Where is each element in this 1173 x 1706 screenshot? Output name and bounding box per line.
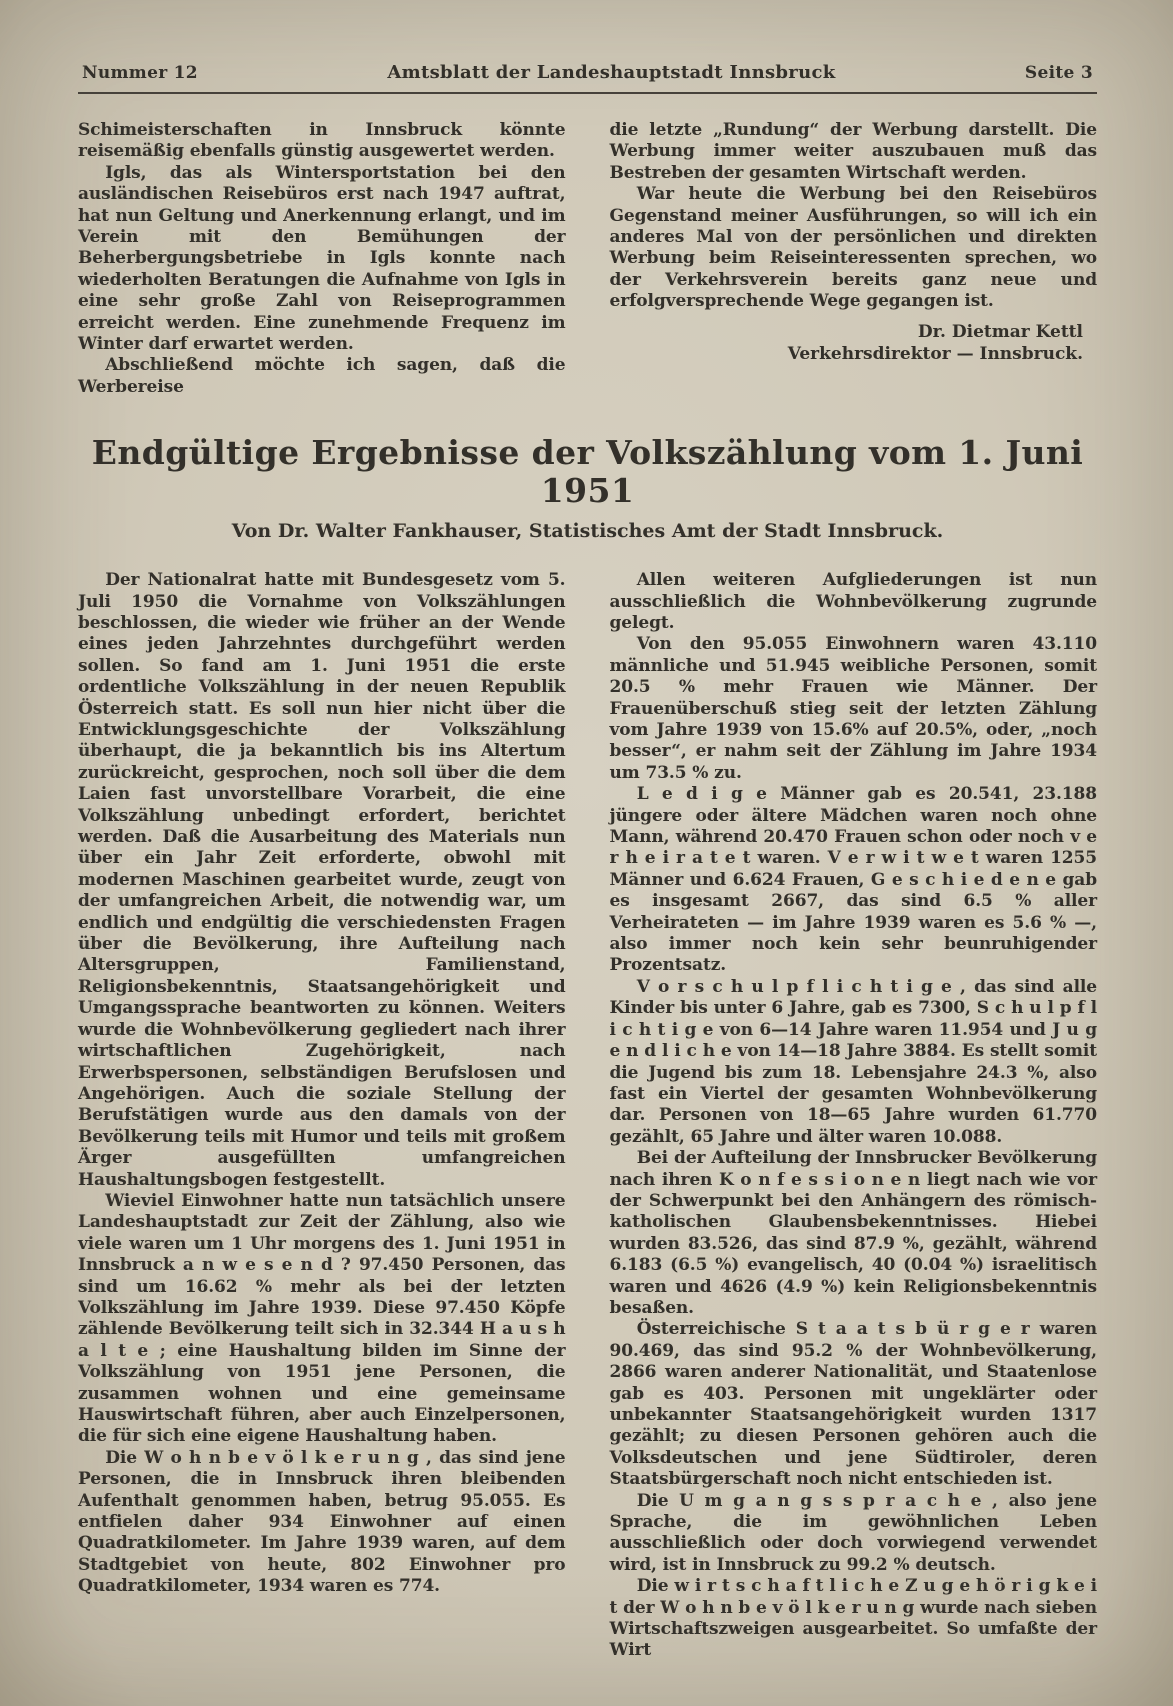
- signature-name: Dr. Dietmar Kettl: [917, 321, 1083, 342]
- top-article-right-column: [610, 120, 1098, 398]
- paragraph: Die w i r t s c h a f t l i c h e Z u g e h ö r i g k e i t der W o h n b e v ö l k e r u n g wurde nach sieben Wirtschaftszweigen ausgearbeitet. So umfaßte der Wirt: [609, 1576, 1097, 1661]
- paragraph: die letzte „Rundung“ der Werbung darstellt. Die Werbung immer weiter auszubauen muß das Bestreben der gesamten Wirtschaft werden.: [609, 120, 1097, 183]
- paragraph: Bei der Aufteilung der Innsbrucker Bevölkerung nach ihren K o n f e s s i o n e n liegt nach wie vor der Schwerpunkt bei den Anhängern des römisch-katholischen Glaubensbekenntnisses. Hiebei wurden 83.526, das sind 87.9 %, gezählt, während 6.183 (6.5 %) evangelisch, 40 (0.04 %) israelitisch waren und 4626 (4.9 %) kein Religionsbekenntnis besaßen.: [609, 1148, 1097, 1318]
- paragraph: Die U m g a n g s s p r a c h e , also jene Sprache, die im gewöhnlichen Leben ausschließlich oder doch vorwiegend verwendet wird, ist in Innsbruck zu 99.2 % deutsch.: [609, 1490, 1097, 1575]
- paragraph: V o r s c h u l p f l i c h t i g e , das sind alle Kinder bis unter 6 Jahre, gab es 7300, S c h u l p f l i c h t i g e von 6—14 Jahre waren 11.954 und J u g e n d l i c h e von 14—18 Jahre 3884. Es stellt somit die Jugend bis zum 18. Lebensjahre 24.3 %, also fast ein Viertel der gesamten Wohnbevölkerung dar. Personen von 18—65 Jahre wurden 61.770 gezählt, 65 Jahre und älter waren 10.088.: [609, 976, 1097, 1147]
- paragraph: Von den 95.055 Einwohnern waren 43.110 männliche und 51.945 weibliche Personen, somit 20.5 % mehr Frauen wie Männer. Der Frauenüberschuß stieg seit der letzten Zählung vom Jahre 1939 von 15.6% auf 20.5%, oder, „noch besser“, er nahm seit der Zählung im Jahre 1934 um 73.5 % zu.: [609, 634, 1097, 783]
- signature-block: [610, 321, 1098, 365]
- paragraph: Abschließend möchte ich sagen, daß die Werbereise: [78, 355, 566, 397]
- paragraph: L e d i g e Männer gab es 20.541, 23.188 jüngere oder ältere Mädchen waren noch ohne Mann, während 20.470 Frauen schon oder noch v e r h e i r a t e t waren. V e r w i t w e t waren 1255 Männer und 6.624 Frauen, G e s c h i e d e n e gab es insgesamt 2667, das sind 6.5 % aller Verheirateten — im Jahre 1939 waren es 5.6 % —, also immer noch kein sehr beunruhigender Prozentsatz.: [609, 784, 1097, 976]
- top-article-right-text: [610, 120, 1098, 313]
- main-article-right-column: [610, 570, 1098, 1662]
- paragraph: Igls, das als Wintersportstation bei den ausländischen Reisebüros erst nach 1947 auftrat, hat nun Geltung und Anerkennung erlangt, und im Verein mit den Bemühungen der Beherbergungsbetriebe in Igls konnte nach wiederholten Beratungen die Aufnahme von Igls in eine sehr große Zahl von Reiseprogrammen erreicht werden. Eine zunehmende Frequenz im Winter darf erwartet werden.: [78, 162, 566, 355]
- publication-title: Amtsblatt der Landeshauptstadt Innsbruck: [387, 62, 836, 83]
- paragraph: Wieviel Einwohner hatte nun tatsächlich unsere Landeshauptstadt zur Zeit der Zählung, also wie viele waren um 1 Uhr morgens des 1. Juni 1951 in Innsbruck a n w e s e n d ? 97.450 Personen, das sind um 16.62 % mehr als bei der letzten Volkszählung im Jahre 1939. Diese 97.450 Köpfe zählende Bevölkerung teilt sich in 32.344 H a u s h a l t e ; eine Haushaltung bilden im Sinne der Volkszählung von 1951 jene Personen, die zusammen wohnen und eine gemeinsame Hauswirtschaft führen, aber auch Einzelpersonen, die für sich eine eigene Haushaltung haben.: [78, 1190, 566, 1447]
- header-divider: [78, 92, 1097, 94]
- main-article: [78, 570, 1097, 1662]
- page-number: Seite 3: [1024, 63, 1093, 83]
- top-article: [78, 120, 1097, 398]
- signature-title: Verkehrsdirektor — Innsbruck.: [787, 343, 1083, 364]
- article-byline: Von Dr. Walter Fankhauser, Statistisches Amt der Stadt Innsbruck.: [231, 520, 944, 543]
- top-article-left-column: [78, 120, 566, 398]
- paragraph: Österreichische S t a a t s b ü r g e r waren 90.469, das sind 95.2 % der Wohnbevölkerung, 2866 waren anderer Nationalität, und Staatenlose gab es 403. Personen mit ungeklärter oder unbekannter Staatsangehörigkeit wurden 1317 gezählt; zu diesen Personen gehören auch die Volksdeutschen und jene Südtiroler, deren Staatsbürgerschaft noch nicht entschieden ist.: [609, 1319, 1097, 1490]
- page-header: [78, 62, 1097, 83]
- paragraph: Der Nationalrat hatte mit Bundesgesetz vom 5. Juli 1950 die Vornahme von Volkszählungen beschlossen, die wieder wie früher an der Wende eines jeden Jahrzehntes durchgeführt werden sollen. So fand am 1. Juni 1951 die erste ordentliche Volkszählung in der neuen Republik Österreich statt. Es soll nun hier nicht über die Entwicklungsgeschichte der Volkszählung überhaupt, die ja bekanntlich bis ins Altertum zurückreicht, gesprochen, noch soll über die dem Laien fast unvorstellbare Vorarbeit, die eine Volkszählung unbedingt erfordert, berichtet werden. Daß die Ausarbeitung des Materials nun über ein Jahr Zeit erforderte, obwohl mit modernen Maschinen gearbeitet wurde, zeugt von der umfangreichen Arbeit, die notwendig war, um endlich und endgültig die verschiedensten Fragen über die Bevölkerung, ihre Aufteilung nach Altersgruppen, Familienstand, Religionsbekenntnis, Staatsangehörigkeit und Umgangssprache beantworten zu können. Weiters wurde die Wohnbevölkerung gegliedert nach ihrer wirtschaftlichen Zugehörigkeit, nach Erwerbspersonen, selbständigen Berufslosen und Angehörigen. Auch die soziale Stellung der Berufstätigen wurde aus den damals von der Bevölkerung teils mit Humor und teils mit großem Ärger ausgefüllten umfangreichen Haushaltungsbogen festgestellt.: [78, 570, 566, 1190]
- paragraph: War heute die Werbung bei den Reisebüros Gegenstand meiner Ausführungen, so will ich ein anderes Mal von der persönlichen und direkten Werbung beim Reiseinteressenten sprechen, wo der Verkehrsverein bereits ganz neue und erfolgversprechende Wege gegangen ist.: [609, 184, 1097, 312]
- article-title: Endgültige Ergebnisse der Volkszählung vom 1. Juni 1951: [91, 433, 1084, 511]
- paragraph: Allen weiteren Aufgliederungen ist nun ausschließlich die Wohnbevölkerung zugrunde gelegt.: [609, 570, 1097, 633]
- paragraph: Schimeisterschaften in Innsbruck könnte reisemäßig ebenfalls günstig ausgewertet werden.: [78, 120, 566, 162]
- main-article-left-column: [78, 570, 566, 1662]
- paragraph: Die W o h n b e v ö l k e r u n g , das sind jene Personen, die in Innsbruck ihren bleibenden Aufenthalt genommen haben, betrug 95.055. Es entfielen daher 934 Einwohner auf einen Quadratkilometer. Im Jahre 1939 waren, auf dem Stadtgebiet von heute, 802 Einwohner pro Quadratkilometer, 1934 waren es 774.: [78, 1447, 566, 1597]
- issue-number: Nummer 12: [82, 63, 198, 83]
